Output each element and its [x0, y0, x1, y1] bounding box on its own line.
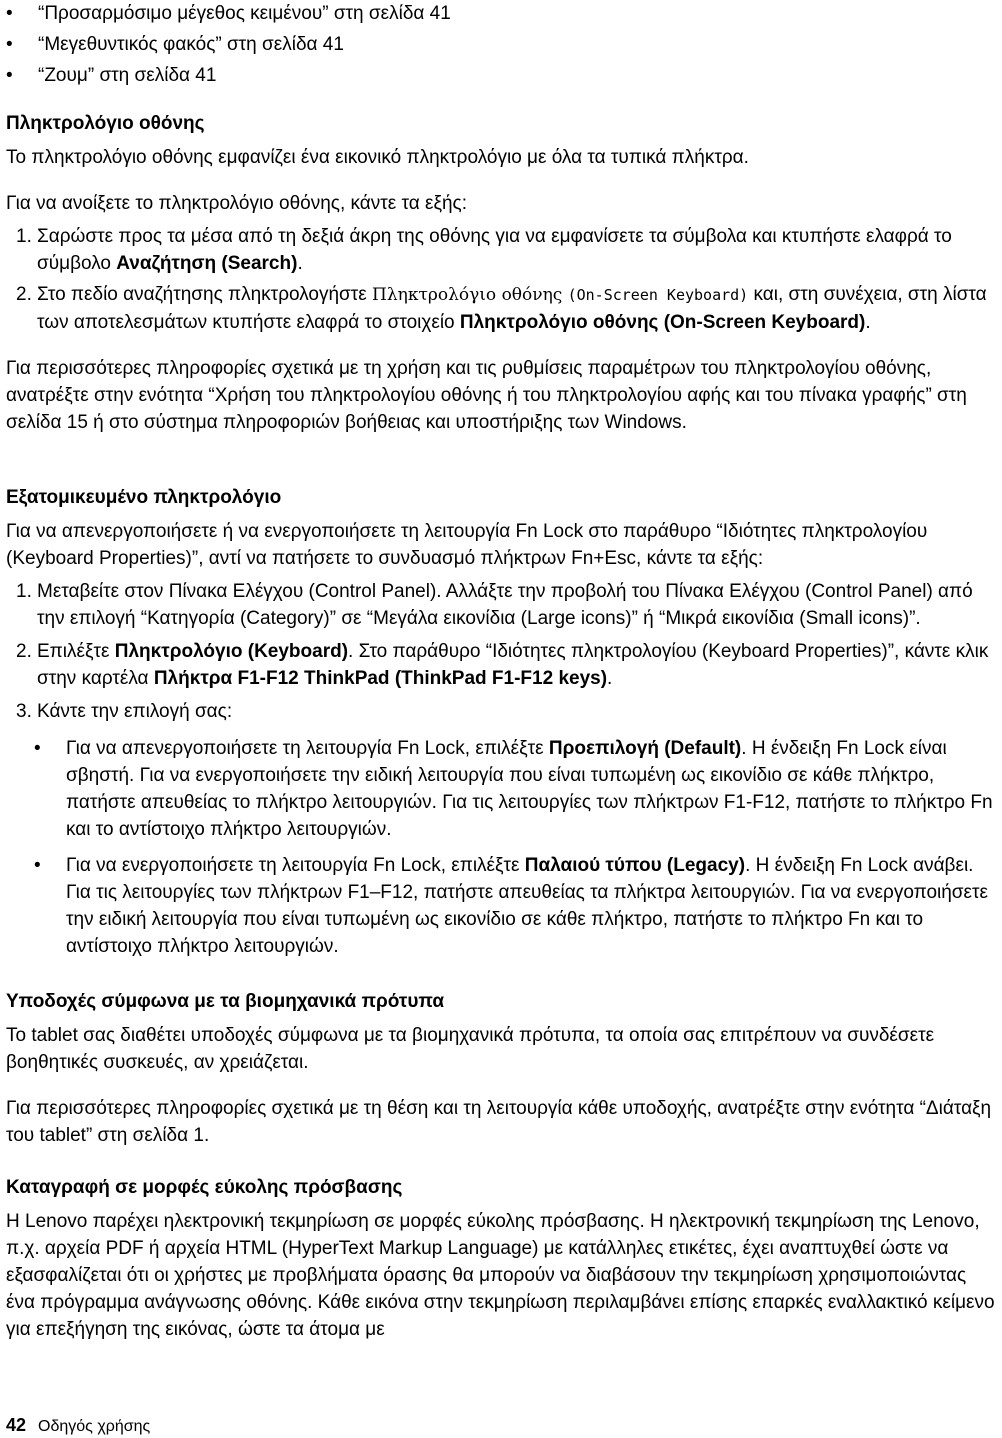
list-item: • “Προσαρμόσιμο μέγεθος κειμένου” στη σελίδα 41	[6, 3, 451, 24]
paragraph: Για να απενεργοποιήσετε ή να ενεργοποιήσετε τη λειτουργία Fn Lock στο παράθυρο “Ιδιότητες πληκτρολογίου (Keyboard Properties)”, αντί να πατήσετε το συνδυασμό πλήκτρων Fn+Esc, κάντε τα εξής:	[6, 521, 928, 569]
reference-bullet-list	[6, 0, 996, 93]
option-default: • Για να απενεργοποιήσετε τη λειτουργία Fn Lock, επιλέξτε Προεπιλογή (Default). Η ένδειξη Fn Lock είναι σβηστή. Για να ενεργοποιήσετε την ειδική λειτουργία που είναι τυπωμένη ως εικονίδιο σε κάθε πλήκτρο, πατήστε απευθείας το πλήκτρο λειτουργιών. Για τις λειτουργίες των πλήκτρων F1-F12, πατήστε το πλήκτρο Fn και το αντίστοιχο πλήκτρο λειτουργιών.	[34, 738, 993, 840]
paragraph: Για να ανοίξετε το πληκτρολόγιο οθόνης, κάντε τα εξής:	[6, 193, 467, 214]
section-accessible-docs	[6, 1174, 996, 1343]
paragraph: Για περισσότερες πληροφορίες σχετικά με τη χρήση και τις ρυθμίσεις παραμέτρων του πληκτρολογίου οθόνης, ανατρέξτε στην ενότητα “Χρήση του πληκτρολογίου οθόνης ή του πληκτρολογίου αφής και του πίνακα γραφής” στη σελίδα 15 ή στο σύστημα πληροφοριών βοήθειας και υποστήριξης των Windows.	[6, 358, 967, 433]
step-3: 3. Κάντε την επιλογή σας:	[16, 701, 233, 722]
list-item: • “Μεγεθυντικός φακός” στη σελίδα 41	[6, 34, 344, 55]
section-on-screen-keyboard	[6, 110, 996, 436]
section-heading: Πληκτρολόγιο οθόνης	[6, 113, 205, 134]
step-1: 1. Μεταβείτε στον Πίνακα Ελέγχου (Control Panel). Αλλάξτε την προβολή του Πίνακα Ελέγχου (Control Panel) από την επιλογή “Κατηγορία (Category)” σε “Μεγάλα εικονίδια (Large icons)” ή “Μικρά εικονίδια (Small icons)”.	[16, 581, 973, 629]
section-heading: Υποδοχές σύμφωνα με τα βιομηχανικά πρότυπα	[6, 991, 445, 1012]
paragraph: Η Lenovo παρέχει ηλεκτρονική τεκμηρίωση σε μορφές εύκολης πρόσβασης. Η ηλεκτρονική τεκμηρίωση της Lenovo, π.χ. αρχεία PDF ή αρχεία HTML (HyperText Markup Language) με κατάλληλες ετικέτες, έχει αναπτυχθεί ώστε να εξασφαλίζεται ότι οι χρήστες με προβλήματα όρασης θα μπορούν να διαβάσουν την τεκμηρίωση χρησιμοποιώντας ένα πρόγραμμα ανάγνωσης οθόνης. Κάθε εικόνα στην τεκμηρίωση περιλαμβάνει επίσης επαρκές εναλλακτικό κείμενο για επεξήγηση της εικόνας, ώστε τα άτομα με	[6, 1211, 995, 1340]
section-heading: Καταγραφή σε μορφές εύκολης πρόσβασης	[6, 1177, 403, 1198]
paragraph: Για περισσότερες πληροφορίες σχετικά με τη θέση και τη λειτουργία κάθε υποδοχής, ανατρέξτε στην ενότητα “Διάταξη του tablet” στη σελίδα 1.	[6, 1098, 992, 1146]
section-heading: Εξατομικευμένο πληκτρολόγιο	[6, 487, 282, 508]
footer-title: Οδηγός χρήσης	[38, 1418, 151, 1435]
step-1: 1. Σαρώστε προς τα μέσα από τη δεξιά άκρη της οθόνης για να εμφανίσετε τα σύμβολα και κτυπήστε ελαφρά το σύμβολο Αναζήτηση (Search).	[16, 226, 952, 274]
step-2: 2. Στο πεδίο αναζήτησης πληκτρολογήστε Πληκτρολόγιο οθόνης (On-Screen Keyboard) και, στη συνέχεια, στη λίστα των αποτελεσμάτων κτυπήστε ελαφρά το στοιχείο Πληκτρολόγιο οθόνης (On-Screen Keyboard).	[16, 284, 987, 333]
section-custom-keyboard	[6, 484, 996, 960]
paragraph: Το πληκτρολόγιο οθόνης εμφανίζει ένα εικονικό πληκτρολόγιο με όλα τα τυπικά πλήκτρα.	[6, 147, 749, 168]
paragraph: Το tablet σας διαθέτει υποδοχές σύμφωνα με τα βιομηχανικά πρότυπα, τα οποία σας επιτρέπουν να συνδέσετε βοηθητικές συσκευές, αν χρειάζεται.	[6, 1025, 935, 1073]
option-legacy: • Για να ενεργοποιήσετε τη λειτουργία Fn Lock, επιλέξτε Παλαιού τύπου (Legacy). Η ένδειξη Fn Lock ανάβει. Για τις λειτουργίες των πλήκτρων F1–F12, πατήστε απευθείας τα πλήκτρα λειτουργιών. Για να ενεργοποιήσετε την ειδική λειτουργία που είναι τυπωμένη ως εικονίδιο σε κάθε πλήκτρο, πατήστε το πλήκτρο Fn και το αντίστοιχο πλήκτρο λειτουργιών.	[34, 855, 988, 957]
page-footer	[6, 1414, 606, 1438]
section-connectors	[6, 988, 996, 1149]
list-item: • “Ζουμ” στη σελίδα 41	[6, 65, 217, 86]
page-number: 42	[6, 1415, 27, 1435]
step-2: 2. Επιλέξτε Πληκτρολόγιο (Keyboard). Στο παράθυρο “Ιδιότητες πληκτρολογίου (Keyboard Properties)”, κάντε κλικ στην καρτέλα Πλήκτρα F1-F12 ThinkPad (ThinkPad F1-F12 keys).	[16, 641, 989, 689]
